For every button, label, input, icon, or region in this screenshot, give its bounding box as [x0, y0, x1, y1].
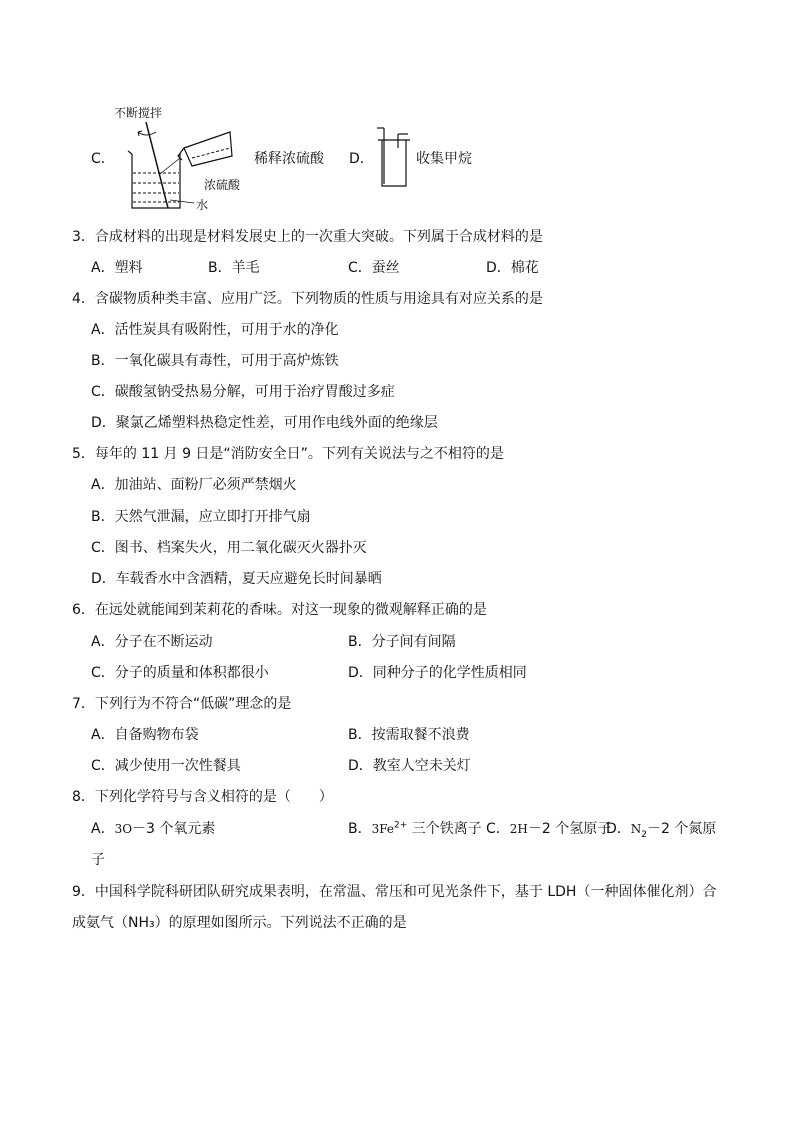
q4-option-d: D．聚氯乙烯塑料热稳定性差，可用作电线外面的绝缘层 — [91, 415, 438, 431]
question-8-stem: 8．下列化学符号与含义相符的是（ ） — [72, 789, 333, 805]
figure-c-caption: 稀释浓硫酸 — [254, 151, 324, 167]
q5-option-b: B．天然气泄漏，应立即打开排气扇 — [91, 509, 311, 525]
option-d-label: D． — [349, 151, 374, 167]
gas-bottle-diagram — [372, 126, 412, 190]
q8-d-label: D． — [606, 821, 631, 837]
q8-wrap-text: 子 — [91, 852, 105, 868]
q4-option-c: C．碳酸氢钠受热易分解，可用于治疗胃酸过多症 — [91, 384, 395, 400]
q8-d-formula: N — [630, 822, 642, 836]
q8-c-label: C． — [486, 821, 510, 837]
q6-option-d: D．同种分子的化学性质相同 — [348, 665, 527, 681]
question-7-stem: 7．下列行为不符合“低碳”理念的是 — [72, 696, 292, 712]
q8-option-d — [606, 820, 716, 838]
question-5-stem: 5．每年的 11 月 9 日是“消防安全日”。下列有关说法与之不相符的是 — [72, 446, 504, 462]
q8-b-formula: 3Fe — [371, 822, 395, 836]
q8-c-formula: 2H — [509, 822, 528, 836]
q5-option-c: C．图书、档案失火，用二氧化碳灭火器扑灭 — [91, 540, 367, 556]
q5-option-a: A．加油站、面粉厂必须严禁烟火 — [91, 477, 297, 493]
q3-option-c: C．蚕丝 — [348, 260, 400, 276]
q4-option-b: B．一氧化碳具有毒性，可用于高炉炼铁 — [91, 353, 339, 369]
figure-d-caption: 收集甲烷 — [416, 151, 472, 167]
q5-option-d: D．车载香水中含酒精，夏天应避免长时间暴晒 — [91, 571, 382, 587]
q8-option-c — [486, 820, 611, 838]
question-4-stem: 4．含碳物质种类丰富、应用广泛。下列物质的性质与用途具有对应关系的是 — [72, 291, 543, 307]
q8-option-b — [348, 820, 482, 838]
q7-option-c: C．减少使用一次性餐具 — [91, 758, 241, 774]
q4-option-a: A．活性炭具有吸附性，可用于水的净化 — [91, 322, 339, 338]
q8-a-label: A． — [91, 821, 115, 837]
acid-label: 浓硫酸 — [204, 178, 241, 192]
q8-b-charge: 2+ — [394, 820, 408, 831]
q8-b-text: 三个铁离子 — [411, 821, 482, 837]
dilute-acid-diagram — [120, 118, 240, 213]
q6-option-c: C．分子的质量和体积都很小 — [91, 665, 269, 681]
q8-b-label: B． — [348, 821, 372, 837]
q8-a-text: －3 个氧元素 — [132, 821, 216, 837]
question-6-stem: 6．在远处就能闻到茉莉花的香味。对这一现象的微观解释正确的是 — [72, 602, 487, 618]
option-c-label: C． — [91, 151, 115, 167]
q7-option-d: D．教室人空未关灯 — [348, 758, 471, 774]
q8-d-subscript: 2 — [641, 829, 648, 840]
q8-a-formula: 3O — [114, 822, 133, 836]
q6-option-a: A．分子在不断运动 — [91, 634, 213, 650]
q3-option-b: B．羊毛 — [208, 260, 260, 276]
q8-d-text: －2 个氮原 — [647, 821, 717, 837]
q3-option-a: A．塑料 — [91, 260, 143, 276]
q8-option-a — [91, 820, 215, 838]
water-label: 水 — [196, 198, 209, 212]
question-9-stem-continued: 成氨气（NH₃）的原理如图所示。下列说法不正确的是 — [72, 915, 407, 931]
q3-option-d: D．棉花 — [486, 260, 539, 276]
q7-option-a: A．自备购物布袋 — [91, 727, 199, 743]
q8-c-text: －2 个氢原子 — [527, 821, 612, 837]
q7-option-b: B．按需取餐不浪费 — [348, 727, 470, 743]
stir-label: 不断搅拌 — [114, 106, 163, 120]
question-3-stem: 3．合成材料的出现是材料发展史上的一次重大突破。下列属于合成材料的是 — [72, 229, 543, 245]
question-9-stem: 9．中国科学院科研团队研究成果表明，在常温、常压和可见光条件下，基于 LDH（一种固体催化剂）合 — [72, 884, 717, 900]
q6-option-b: B．分子间有间隔 — [348, 634, 456, 650]
